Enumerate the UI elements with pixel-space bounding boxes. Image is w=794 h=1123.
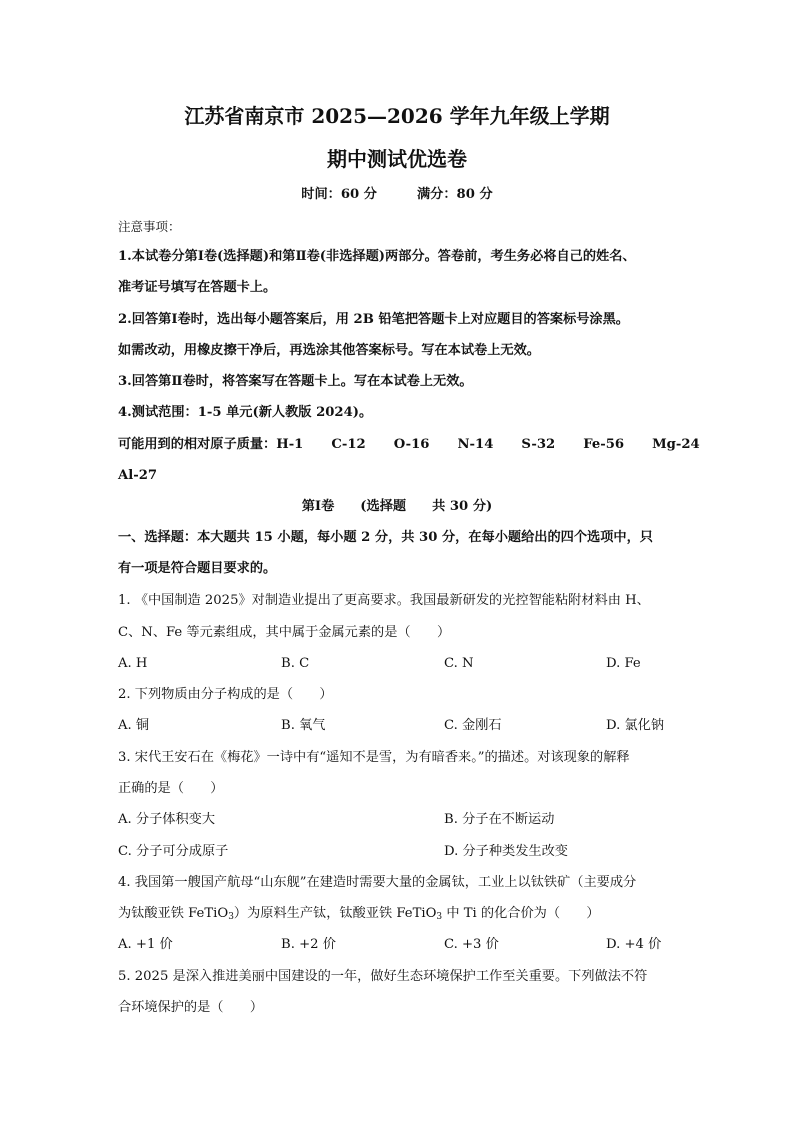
question-4-stem-a: 4. 我国第一艘国产航母“山东舰”在建造时需要大量的金属钛，工业上以钛铁矿（主要成分 <box>118 875 637 890</box>
q2-option-c: C. 金刚石 <box>444 718 502 733</box>
question-5-stem-b: 合环境保护的是（ ） <box>118 1000 264 1015</box>
q4-option-a: A. +1 价 <box>118 937 173 952</box>
atomic-mass: S-32 <box>521 437 556 452</box>
atomic-masses-line <box>118 437 700 453</box>
question-4-stem-b <box>118 906 600 922</box>
atomic-mass: Mg-24 <box>652 437 700 452</box>
q4-option-d: D. +4 价 <box>606 937 662 952</box>
section-instructions-b: 有一项是符合题目要求的。 <box>118 561 277 576</box>
atomic-mass: H-1 <box>276 437 304 452</box>
section-points: 共 30 分) <box>432 499 493 514</box>
q3-option-b: B. 分子在不断运动 <box>444 812 555 827</box>
question-3-stem-a: 3. 宋代王安石在《梅花》一诗中有“遥知不是雪，为有暗香来。”的描述。对该现象的解释 <box>118 750 630 765</box>
q3-option-a: A. 分子体积变大 <box>118 812 216 827</box>
question-1-stem-a: 1. 《中国制造 2025》对制造业提出了更高要求。我国最新研发的光控智能粘附材料由 H、 <box>118 593 650 608</box>
q1-option-c: C. N <box>444 656 474 671</box>
section-heading <box>0 499 794 515</box>
q4-subscript: 3 <box>228 912 234 922</box>
atomic-mass: O-16 <box>393 437 430 452</box>
question-2-stem: 2. 下列物质由分子构成的是（ ） <box>118 687 333 702</box>
atomic-mass: C-12 <box>331 437 366 452</box>
q1-option-d: D. Fe <box>606 656 641 671</box>
title-line-2: 期中测试优选卷 <box>327 147 467 171</box>
q2-option-a: A. 铜 <box>118 718 150 733</box>
section-volume: 第Ⅰ卷 <box>301 499 335 514</box>
note-3: 3.回答第Ⅱ卷时，将答案写在答题卡上。写在本试卷上无效。 <box>118 374 473 389</box>
note-2b: 如需改动，用橡皮擦干净后，再选涂其他答案标号。写在本试卷上无效。 <box>118 343 540 358</box>
q3-option-d: D. 分子种类发生改变 <box>444 844 568 859</box>
q1-option-b: B. C <box>281 656 310 671</box>
q4-subscript: 3 <box>436 912 443 922</box>
q4-text-part: 为钛酸亚铁 FeTiO <box>118 906 229 921</box>
full-score: 满分：80 分 <box>417 187 493 202</box>
q2-option-d: D. 氯化钠 <box>606 718 665 733</box>
atomic-mass-al: Al-27 <box>118 468 158 483</box>
note-4: 4.测试范围：1-5 单元(新人教版 2024)。 <box>118 405 373 420</box>
q4-text-part: ）为原料生产钛，钛酸亚铁 FeTiO <box>233 906 437 921</box>
section-type: (选择题 <box>360 499 407 514</box>
notes-heading: 注意事项： <box>118 219 181 234</box>
title-line-1: 江苏省南京市 2025—2026 学年九年级上学期 <box>184 104 610 128</box>
question-5-stem-a: 5. 2025 是深入推进美丽中国建设的一年，做好生态环境保护工作至关重要。下列做法不符 <box>118 969 648 984</box>
q3-option-c: C. 分子可分成原子 <box>118 844 229 859</box>
atomic-masses-label: 可能用到的相对原子质量： <box>118 437 277 452</box>
q4-option-b: B. +2 价 <box>281 937 336 952</box>
q4-option-c: C. +3 价 <box>444 937 499 952</box>
question-3-stem-b: 正确的是（ ） <box>118 781 224 796</box>
atomic-mass: Fe-56 <box>583 437 625 452</box>
time-limit: 时间：60 分 <box>301 187 377 202</box>
note-1a: 1.本试卷分第Ⅰ卷(选择题)和第Ⅱ卷(非选择题)两部分。答卷前，考生务必将自己的姓名、 <box>118 249 636 264</box>
note-1b: 准考证号填写在答题卡上。 <box>118 280 277 295</box>
q4-text-part: 中 Ti 的化合价为（ ） <box>442 906 600 921</box>
note-2a: 2.回答第Ⅰ卷时，选出每小题答案后，用 2B 铅笔把答题卡上对应题目的答案标号涂黑。 <box>118 312 629 327</box>
time-score-line <box>0 187 794 203</box>
atomic-mass: N-14 <box>457 437 494 452</box>
question-1-stem-b: C、N、Fe 等元素组成，其中属于金属元素的是（ ） <box>118 625 451 640</box>
q1-option-a: A. H <box>118 656 148 671</box>
q2-option-b: B. 氧气 <box>281 718 326 733</box>
section-instructions-a: 一、选择题：本大题共 15 小题，每小题 2 分，共 30 分，在每小题给出的四个选项中，只 <box>118 530 653 545</box>
